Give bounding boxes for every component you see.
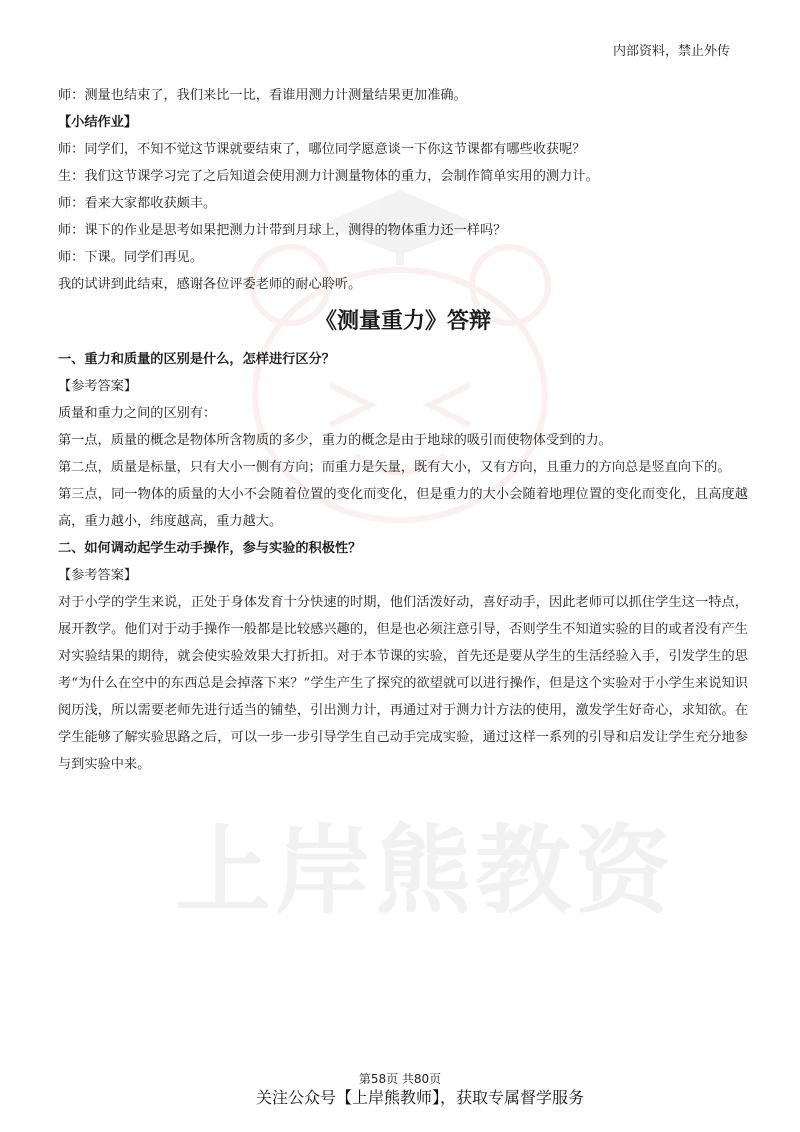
dialogue-line: 师：下课。同学们再见。 bbox=[58, 250, 204, 265]
defense-title: 《测量重力》答辩 bbox=[314, 308, 491, 334]
dialogue-line: 师：课下的作业是思考如果把测力计带到月球上，测得的物体重力还一样吗？ bbox=[58, 223, 507, 238]
answer-label: 【参考答案】 bbox=[58, 379, 138, 394]
dialogue-line: 师：测量也结束了，我们来比一比，看谁用测力计测量结果更加准确。 bbox=[58, 88, 467, 103]
answer-paragraph: 对于小学的学生来说，正处于身体发育十分快速的时期，他们活泼好动，喜好动手，因此老师可以抓住学生这一特点，展开教学。他们对于动手操作一般都是比较感兴趣的，但是也必须注意引导，否则学生不知道实验的目的或者没有产生对实验结果的期待，就会使实验效果大打折扣。对于本节课的实验，首先还是要从学生的生活经验入手，引发学生的思考“为什么在空中的东西总是会掉落下来？”学生产生了探究的欲望就可以进行操作，但是这个实验对于小学生来说知识阅历浅，所以需要老师先进行适当的铺垫，引出测力计，再通过对于测力计方法的使用，激发学生好奇心，求知欲。在学生能够了解实验思路之后，可以一步一步引导学生自己动手完成实验，通过这样一系列的引导和启发让学生充分地参与到实验中来。 bbox=[58, 595, 748, 772]
dialogue-line: 师：看来大家都收获颇丰。 bbox=[58, 196, 217, 211]
closing-line: 我的试讲到此结束，感谢各位评委老师的耐心聆听。 bbox=[58, 277, 362, 292]
section-heading-summary: 【小结作业】 bbox=[58, 115, 138, 130]
page-number: 第58页 共80页 bbox=[358, 1072, 442, 1086]
dialogue-line: 生：我们这节课学习完了之后知道会使用测力计测量物体的重力，会制作简单实用的测力计。 bbox=[58, 169, 599, 184]
answer-point: 第二点，质量是标量，只有大小一侧有方向；而重力是矢量，既有大小，又有方向，且重力的方向总是竖直向下的。 bbox=[58, 460, 731, 475]
answer-intro: 质量和重力之间的区别有： bbox=[58, 406, 217, 421]
question-heading: 二、如何调动起学生动手操作，参与实验的积极性？ bbox=[58, 541, 362, 556]
question-heading: 一、重力和质量的区别是什么，怎样进行区分？ bbox=[58, 352, 335, 367]
watermark-text: 上岸熊教资 bbox=[175, 815, 675, 927]
answer-point: 第三点，同一物体的质量的大小不会随着位置的变化而变化，但是重力的大小会随着地理位置的变化而变化，且高度越高，重力越小，纬度越高，重力越大。 bbox=[58, 487, 748, 529]
answer-point: 第一点，质量的概念是物体所含物质的多少，重力的概念是由于地球的吸引而使物体受到的力。 bbox=[58, 433, 612, 448]
document-body bbox=[58, 82, 748, 778]
promo-footer: 关注公众号【上岸熊教师】，获取专属督学服务 bbox=[255, 1088, 584, 1107]
confidential-note: 内部资料，禁止外传 bbox=[612, 44, 730, 59]
answer-label: 【参考答案】 bbox=[58, 568, 138, 583]
dialogue-line: 师：同学们，不知不觉这节课就要结束了，哪位同学愿意谈一下你这节课都有哪些收获呢？ bbox=[58, 142, 586, 157]
